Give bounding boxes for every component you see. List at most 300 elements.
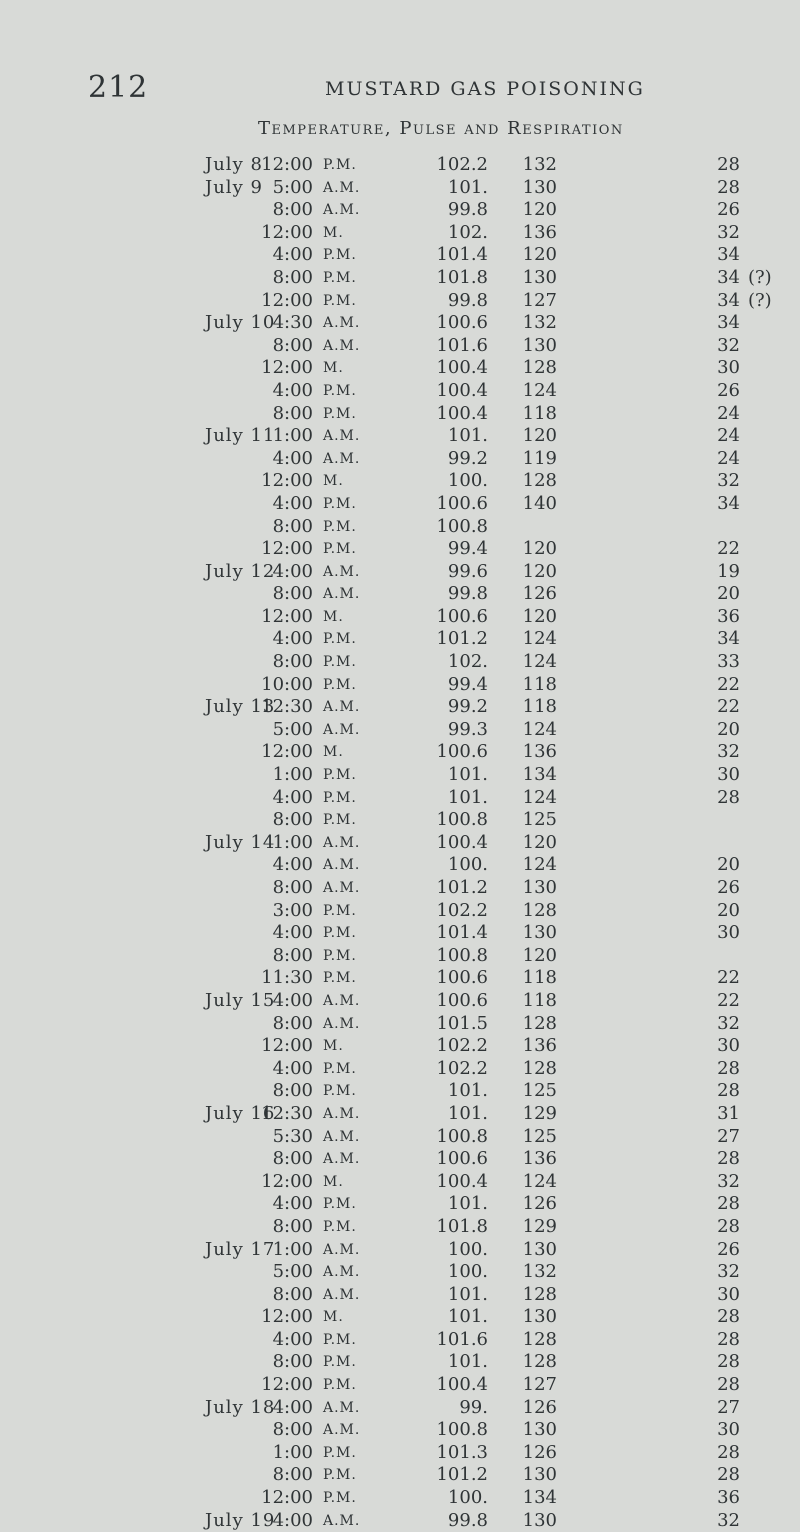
- time-cell: 1:00: [272, 1441, 313, 1463]
- table-row: [0, 290, 800, 313]
- pulse-cell: 132: [522, 312, 557, 334]
- pulse-cell: 130: [522, 176, 557, 198]
- temperature-cell: 101.2: [436, 628, 488, 650]
- respiration-cell: 36: [717, 1487, 740, 1509]
- time-cell: 8:00: [272, 199, 313, 221]
- respiration-cell: 22: [717, 989, 740, 1011]
- table-row: [0, 1103, 800, 1126]
- pulse-cell: 127: [522, 1374, 557, 1396]
- meridiem-cell: P.M.: [323, 292, 357, 309]
- respiration-cell: 22: [717, 696, 740, 718]
- meridiem-cell: A.M.: [323, 202, 361, 219]
- respiration-cell: 19: [717, 560, 740, 582]
- temperature-cell: 99.2: [447, 696, 488, 718]
- temperature-cell: 101.: [447, 764, 488, 786]
- table-row: [0, 380, 800, 403]
- table-row: [0, 1261, 800, 1284]
- time-cell: 12:00: [261, 154, 313, 175]
- table-row: [0, 1284, 800, 1307]
- pulse-cell: 120: [522, 831, 557, 853]
- temperature-cell: 101.5: [436, 1012, 488, 1034]
- table-row: [0, 493, 800, 516]
- table-row: [0, 312, 800, 335]
- meridiem-cell: A.M.: [323, 1015, 361, 1032]
- temperature-cell: 99.2: [447, 447, 488, 469]
- meridiem-cell: P.M.: [323, 925, 357, 942]
- table-row: [0, 967, 800, 990]
- temperature-cell: 100.6: [436, 967, 488, 989]
- date-cell: July 12: [205, 560, 276, 582]
- temperature-cell: 100.: [447, 854, 488, 876]
- respiration-cell: 28: [717, 154, 740, 175]
- table-row: [0, 222, 800, 245]
- time-cell: 8:00: [272, 515, 313, 537]
- time-cell: 5:00: [272, 176, 313, 198]
- pulse-cell: 130: [522, 1464, 557, 1486]
- meridiem-cell: P.M.: [323, 902, 357, 919]
- time-cell: 4:00: [272, 244, 313, 266]
- pulse-cell: 130: [522, 877, 557, 898]
- table-row: [0, 1035, 800, 1058]
- table-title-word: Respiration: [507, 118, 624, 139]
- temperature-cell: 102.: [447, 651, 488, 673]
- pulse-cell: 125: [522, 1080, 557, 1102]
- time-cell: 8:00: [272, 877, 313, 898]
- meridiem-cell: P.M.: [323, 1218, 357, 1235]
- respiration-cell: 32: [717, 1509, 740, 1531]
- respiration-cell: 24: [717, 447, 740, 469]
- respiration-cell: 32: [717, 221, 740, 243]
- respiration-cell: 34: [717, 492, 740, 514]
- table-row: [0, 945, 800, 968]
- table-row: [0, 199, 800, 222]
- meridiem-cell: A.M.: [323, 1241, 361, 1258]
- time-cell: 4:00: [272, 989, 313, 1011]
- time-cell: 4:00: [272, 922, 313, 944]
- table-row: [0, 877, 800, 900]
- time-cell: 4:00: [272, 1328, 313, 1350]
- temperature-cell: 99.4: [447, 673, 488, 695]
- pulse-cell: 120: [522, 425, 557, 447]
- time-cell: 8:00: [272, 651, 313, 673]
- temperature-cell: 100.4: [436, 357, 488, 379]
- meridiem-cell: A.M.: [323, 992, 361, 1009]
- meridiem-cell: M.: [323, 744, 344, 761]
- table-row: [0, 448, 800, 471]
- temperature-cell: 101.: [447, 425, 488, 447]
- meridiem-cell: A.M.: [323, 563, 361, 580]
- time-cell: 4:00: [272, 1193, 313, 1215]
- temperature-cell: 100.8: [436, 1419, 488, 1441]
- query-note: (?): [748, 266, 772, 288]
- pulse-cell: 124: [522, 718, 557, 740]
- respiration-cell: 24: [717, 425, 740, 447]
- respiration-cell: 20: [717, 718, 740, 740]
- pulse-cell: 125: [522, 809, 557, 831]
- table-row: [0, 1058, 800, 1081]
- date-cell: July 11: [205, 425, 276, 447]
- meridiem-cell: P.M.: [323, 1331, 357, 1348]
- pulse-cell: 124: [522, 1170, 557, 1192]
- table-row: [0, 244, 800, 267]
- pulse-cell: 120: [522, 199, 557, 221]
- respiration-cell: 28: [717, 1215, 740, 1237]
- temperature-cell: 99.6: [447, 560, 488, 582]
- date-cell: July 15: [205, 989, 276, 1011]
- temperature-cell: 101.4: [436, 922, 488, 944]
- respiration-cell: 22: [717, 538, 740, 560]
- time-cell: 8:00: [272, 1283, 313, 1305]
- respiration-cell: 26: [717, 199, 740, 221]
- pulse-cell: 120: [522, 944, 557, 966]
- running-head: MUSTARD GAS POISONING: [325, 78, 645, 100]
- table-row: [0, 516, 800, 539]
- temperature-cell: 100.8: [436, 515, 488, 537]
- meridiem-cell: M.: [323, 224, 344, 241]
- table-row: [0, 425, 800, 448]
- date-cell: July 8: [205, 154, 263, 175]
- pulse-cell: 118: [522, 989, 557, 1011]
- respiration-cell: 32: [717, 334, 740, 356]
- respiration-cell: 26: [717, 1238, 740, 1260]
- table-row: [0, 922, 800, 945]
- temperature-cell: 99.8: [447, 289, 488, 311]
- temperature-cell: 100.4: [436, 1374, 488, 1396]
- temperature-cell: 102.2: [436, 899, 488, 921]
- meridiem-cell: M.: [323, 473, 344, 490]
- respiration-cell: 30: [717, 764, 740, 786]
- respiration-cell: 28: [717, 1464, 740, 1486]
- pulse-cell: 128: [522, 1328, 557, 1350]
- meridiem-cell: P.M.: [323, 654, 357, 671]
- respiration-cell: 36: [717, 605, 740, 627]
- meridiem-cell: A.M.: [323, 337, 361, 354]
- temperature-cell: 101.8: [436, 266, 488, 288]
- respiration-cell: 34: [717, 266, 740, 288]
- temperature-cell: 101.: [447, 1283, 488, 1305]
- time-cell: 4:00: [272, 492, 313, 514]
- time-cell: 4:00: [272, 379, 313, 401]
- date-cell: July 18: [205, 1396, 276, 1418]
- respiration-cell: 26: [717, 379, 740, 401]
- table-row: [0, 1487, 800, 1510]
- pulse-cell: 128: [522, 1057, 557, 1079]
- date-cell: July 10: [205, 312, 276, 334]
- temperature-cell: 101.: [447, 786, 488, 808]
- pulse-cell: 128: [522, 899, 557, 921]
- temperature-cell: 102.2: [436, 1057, 488, 1079]
- respiration-cell: 32: [717, 1261, 740, 1283]
- table-row: [0, 854, 800, 877]
- table-row: [0, 764, 800, 787]
- temperature-cell: 101.6: [436, 1328, 488, 1350]
- time-cell: 10:00: [261, 673, 313, 695]
- meridiem-cell: P.M.: [323, 1060, 357, 1077]
- table-row: [0, 267, 800, 290]
- temperature-cell: 101.: [447, 1351, 488, 1373]
- temperature-cell: 100.6: [436, 605, 488, 627]
- temperature-cell: 101.4: [436, 244, 488, 266]
- meridiem-cell: A.M.: [323, 315, 361, 332]
- pulse-cell: 128: [522, 1351, 557, 1373]
- table-row: [0, 628, 800, 651]
- temperature-cell: 99.8: [447, 1509, 488, 1531]
- time-cell: 8:00: [272, 1419, 313, 1441]
- respiration-cell: 20: [717, 583, 740, 605]
- temperature-cell: 99.: [459, 1396, 488, 1418]
- meridiem-cell: P.M.: [323, 247, 357, 264]
- respiration-cell: 28: [717, 1374, 740, 1396]
- pulse-cell: 127: [522, 289, 557, 311]
- table-row: [0, 1374, 800, 1397]
- meridiem-cell: M.: [323, 1038, 344, 1055]
- time-cell: 5:30: [272, 1125, 313, 1147]
- respiration-cell: 34: [717, 628, 740, 650]
- meridiem-cell: A.M.: [323, 179, 361, 196]
- temperature-cell: 101.2: [436, 1464, 488, 1486]
- meridiem-cell: A.M.: [323, 450, 361, 467]
- pulse-cell: 136: [522, 1035, 557, 1057]
- table-row: [0, 741, 800, 764]
- time-cell: 4:30: [272, 312, 313, 334]
- pulse-cell: 134: [522, 1487, 557, 1509]
- pulse-cell: 118: [522, 967, 557, 989]
- respiration-cell: 28: [717, 1057, 740, 1079]
- date-cell: July 13: [205, 696, 276, 718]
- respiration-cell: 30: [717, 357, 740, 379]
- temperature-cell: 99.8: [447, 199, 488, 221]
- respiration-cell: 28: [717, 786, 740, 808]
- pulse-cell: 118: [522, 673, 557, 695]
- meridiem-cell: P.M.: [323, 947, 357, 964]
- temperature-cell: 100.8: [436, 809, 488, 831]
- temperature-cell: 101.2: [436, 877, 488, 898]
- pulse-cell: 124: [522, 651, 557, 673]
- meridiem-cell: A.M.: [323, 586, 361, 603]
- time-cell: 8:00: [272, 944, 313, 966]
- meridiem-cell: A.M.: [323, 699, 361, 716]
- respiration-cell: 32: [717, 470, 740, 492]
- pulse-cell: 120: [522, 560, 557, 582]
- temperature-cell: 101.: [447, 176, 488, 198]
- table-row: [0, 1148, 800, 1171]
- meridiem-cell: P.M.: [323, 1377, 357, 1394]
- pulse-cell: 130: [522, 1238, 557, 1260]
- table-row: [0, 606, 800, 629]
- temperature-cell: 100.: [447, 1261, 488, 1283]
- respiration-cell: 30: [717, 1419, 740, 1441]
- pulse-cell: 124: [522, 379, 557, 401]
- table-row: [0, 651, 800, 674]
- time-cell: 8:00: [272, 809, 313, 831]
- pulse-cell: 132: [522, 154, 557, 175]
- table-row: [0, 1419, 800, 1442]
- table-row: [0, 1216, 800, 1239]
- date-cell: July 19: [205, 1509, 276, 1531]
- vital-signs-table: [0, 154, 800, 1532]
- meridiem-cell: P.M.: [323, 382, 357, 399]
- meridiem-cell: A.M.: [323, 1512, 361, 1529]
- temperature-cell: 99.4: [447, 538, 488, 560]
- meridiem-cell: P.M.: [323, 1467, 357, 1484]
- time-cell: 1:00: [272, 425, 313, 447]
- pulse-cell: 129: [522, 1102, 557, 1124]
- table-row: [0, 470, 800, 493]
- table-title-word: Temperature: [258, 118, 385, 139]
- respiration-cell: 20: [717, 899, 740, 921]
- meridiem-cell: P.M.: [323, 631, 357, 648]
- table-row: [0, 335, 800, 358]
- time-cell: 12:30: [261, 1102, 313, 1124]
- respiration-cell: 32: [717, 1012, 740, 1034]
- time-cell: 12:00: [261, 538, 313, 560]
- query-note: (?): [748, 289, 772, 311]
- time-cell: 3:00: [272, 899, 313, 921]
- time-cell: 1:00: [272, 764, 313, 786]
- respiration-cell: 28: [717, 1328, 740, 1350]
- table-row: [0, 900, 800, 923]
- temperature-cell: 102.: [447, 221, 488, 243]
- table-row: [0, 154, 800, 177]
- meridiem-cell: A.M.: [323, 1151, 361, 1168]
- pulse-cell: 125: [522, 1125, 557, 1147]
- temperature-cell: 101.: [447, 1080, 488, 1102]
- time-cell: 4:00: [272, 560, 313, 582]
- pulse-cell: 118: [522, 402, 557, 424]
- respiration-cell: 33: [717, 651, 740, 673]
- meridiem-cell: A.M.: [323, 1286, 361, 1303]
- meridiem-cell: A.M.: [323, 1128, 361, 1145]
- pulse-cell: 130: [522, 922, 557, 944]
- pulse-cell: 128: [522, 1283, 557, 1305]
- pulse-cell: 136: [522, 221, 557, 243]
- meridiem-cell: M.: [323, 1173, 344, 1190]
- table-row: [0, 1080, 800, 1103]
- respiration-cell: 27: [717, 1396, 740, 1418]
- time-cell: 8:00: [272, 402, 313, 424]
- time-cell: 12:00: [261, 221, 313, 243]
- table-row: [0, 1171, 800, 1194]
- table-row: [0, 674, 800, 697]
- table-row: [0, 1442, 800, 1465]
- pulse-cell: 128: [522, 470, 557, 492]
- meridiem-cell: A.M.: [323, 721, 361, 738]
- temperature-cell: 101.: [447, 1193, 488, 1215]
- table-title-word: Pulse: [399, 118, 457, 139]
- meridiem-cell: P.M.: [323, 1083, 357, 1100]
- pulse-cell: 136: [522, 741, 557, 763]
- time-cell: 11:30: [261, 967, 313, 989]
- pulse-cell: 130: [522, 1419, 557, 1441]
- meridiem-cell: P.M.: [323, 1354, 357, 1371]
- meridiem-cell: P.M.: [323, 518, 357, 535]
- pulse-cell: 119: [522, 447, 557, 469]
- time-cell: 12:00: [261, 1487, 313, 1509]
- pulse-cell: 120: [522, 605, 557, 627]
- table-row: [0, 403, 800, 426]
- page-number: 212: [88, 70, 149, 105]
- meridiem-cell: M.: [323, 1309, 344, 1326]
- temperature-cell: 102.2: [436, 1035, 488, 1057]
- time-cell: 12:00: [261, 470, 313, 492]
- time-cell: 8:00: [272, 1215, 313, 1237]
- respiration-cell: 20: [717, 854, 740, 876]
- time-cell: 12:00: [261, 1306, 313, 1328]
- temperature-cell: 100.4: [436, 831, 488, 853]
- temperature-cell: 101.: [447, 1102, 488, 1124]
- time-cell: 4:00: [272, 1509, 313, 1531]
- meridiem-cell: A.M.: [323, 1422, 361, 1439]
- pulse-cell: 128: [522, 357, 557, 379]
- table-row: [0, 1193, 800, 1216]
- temperature-cell: 100.: [447, 470, 488, 492]
- table-row: [0, 696, 800, 719]
- temperature-cell: 100.4: [436, 1170, 488, 1192]
- respiration-cell: 30: [717, 922, 740, 944]
- pulse-cell: 124: [522, 628, 557, 650]
- table-row: [0, 1329, 800, 1352]
- meridiem-cell: P.M.: [323, 676, 357, 693]
- temperature-cell: 100.4: [436, 402, 488, 424]
- temperature-cell: 100.6: [436, 1148, 488, 1170]
- pulse-cell: 129: [522, 1215, 557, 1237]
- time-cell: 8:00: [272, 334, 313, 356]
- time-cell: 8:00: [272, 266, 313, 288]
- respiration-cell: 27: [717, 1125, 740, 1147]
- respiration-cell: 30: [717, 1035, 740, 1057]
- table-row: [0, 1510, 800, 1532]
- time-cell: 8:00: [272, 1351, 313, 1373]
- pulse-cell: 128: [522, 1012, 557, 1034]
- table-title: Temperature, Pulse and Respiration: [258, 118, 624, 139]
- pulse-cell: 124: [522, 786, 557, 808]
- meridiem-cell: P.M.: [323, 1490, 357, 1507]
- respiration-cell: 34: [717, 312, 740, 334]
- table-row: [0, 357, 800, 380]
- time-cell: 1:00: [272, 831, 313, 853]
- respiration-cell: 28: [717, 1148, 740, 1170]
- time-cell: 12:00: [261, 1374, 313, 1396]
- respiration-cell: 31: [717, 1102, 740, 1124]
- meridiem-cell: M.: [323, 360, 344, 377]
- pulse-cell: 132: [522, 1261, 557, 1283]
- pulse-cell: 120: [522, 538, 557, 560]
- respiration-cell: 28: [717, 1441, 740, 1463]
- table-row: [0, 1351, 800, 1374]
- time-cell: 4:00: [272, 628, 313, 650]
- table-row: [0, 561, 800, 584]
- meridiem-cell: A.M.: [323, 1105, 361, 1122]
- respiration-cell: 32: [717, 1170, 740, 1192]
- pulse-cell: 130: [522, 334, 557, 356]
- time-cell: 1:00: [272, 1238, 313, 1260]
- table-row: [0, 809, 800, 832]
- table-row: [0, 1126, 800, 1149]
- meridiem-cell: A.M.: [323, 428, 361, 445]
- time-cell: 4:00: [272, 786, 313, 808]
- temperature-cell: 100.6: [436, 989, 488, 1011]
- time-cell: 8:00: [272, 1012, 313, 1034]
- meridiem-cell: P.M.: [323, 1196, 357, 1213]
- temperature-cell: 101.8: [436, 1215, 488, 1237]
- table-row: [0, 177, 800, 200]
- meridiem-cell: P.M.: [323, 495, 357, 512]
- respiration-cell: 28: [717, 1080, 740, 1102]
- meridiem-cell: P.M.: [323, 157, 357, 173]
- temperature-cell: 101.: [447, 1306, 488, 1328]
- meridiem-cell: P.M.: [323, 789, 357, 806]
- time-cell: 4:00: [272, 447, 313, 469]
